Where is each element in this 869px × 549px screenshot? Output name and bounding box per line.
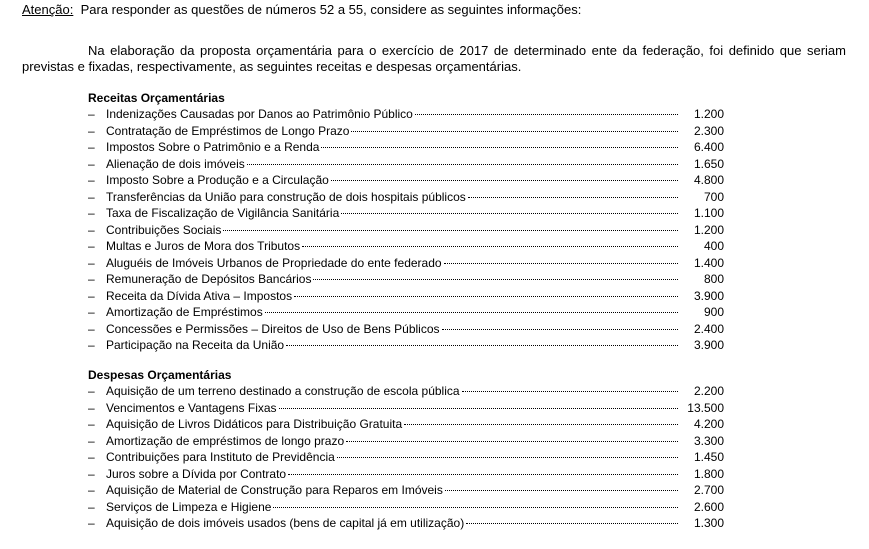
dash: –	[88, 483, 95, 497]
dash: –	[88, 189, 95, 204]
dot-leader	[346, 441, 678, 442]
item-label: Transferências da União para construção de dois hospitais públicos	[106, 189, 466, 204]
item-label: Taxa de Fiscalização de Vigilância Sanitária	[106, 206, 340, 220]
item-value: 3.900	[693, 338, 724, 352]
item-value: 1.300	[693, 516, 724, 530]
dot-leader	[442, 329, 679, 330]
dash: –	[88, 140, 95, 154]
item-label: Concessões e Permissões – Direitos de Uso de Bens Públicos	[106, 321, 440, 336]
item-label: Amortização de Empréstimos	[106, 305, 263, 319]
receita-row	[88, 288, 724, 305]
dash: –	[88, 433, 95, 448]
dot-leader	[404, 424, 678, 425]
item-label: Aluguéis de Imóveis Urbanos de Propriedade do ente federado	[106, 255, 442, 270]
receita-row	[88, 205, 724, 222]
item-label: Participação na Receita da União	[106, 338, 285, 352]
receita-row	[88, 139, 724, 156]
dash: –	[88, 288, 95, 303]
dash: –	[88, 516, 95, 530]
receita-row	[88, 123, 724, 140]
dash: –	[88, 400, 95, 415]
despesa-row	[88, 400, 724, 417]
attention-text: Para responder as questões de números 52 a 55, considere as seguintes informações:	[80, 2, 582, 17]
item-label: Remuneração de Depósitos Bancários	[106, 272, 312, 286]
item-value: 700	[703, 189, 724, 204]
receita-row	[88, 189, 724, 206]
item-value: 1.650	[693, 156, 724, 171]
despesa-row	[88, 433, 724, 450]
receita-row	[88, 337, 724, 354]
item-label: Aquisição de Material de Construção para Reparos em Imóveis	[106, 483, 443, 497]
item-value: 1.200	[693, 107, 724, 121]
dash: –	[88, 499, 95, 514]
item-label: Contratação de Empréstimos de Longo Prazo	[106, 123, 350, 138]
dash: –	[88, 222, 95, 237]
dash: –	[88, 239, 95, 253]
dot-leader	[286, 345, 678, 346]
receita-row	[88, 271, 724, 288]
item-label: Aquisição de um terreno destinado a construção de escola pública	[106, 384, 460, 398]
dot-leader	[313, 279, 678, 280]
receita-row	[88, 172, 724, 189]
dot-leader	[302, 246, 678, 247]
dash: –	[88, 321, 95, 336]
dash: –	[88, 272, 95, 286]
dot-leader	[223, 230, 678, 231]
dot-leader	[468, 197, 678, 198]
item-label: Alienação de dois imóveis	[106, 156, 245, 171]
receita-row	[88, 156, 724, 173]
receita-row	[88, 106, 724, 123]
despesa-row	[88, 466, 724, 483]
item-value: 2.700	[693, 483, 724, 497]
despesa-row	[88, 416, 724, 433]
item-label: Impostos Sobre o Patrimônio e a Renda	[106, 140, 320, 154]
item-label: Contribuições Sociais	[106, 222, 222, 237]
intro-paragraph: Na elaboração da proposta orçamentária para o exercício de 2017 de determinado ente da federação, foi definido que seriam previstas e fixadas, respectivamente, as seguintes receitas e despesas orçamentárias.	[22, 43, 846, 74]
item-value: 800	[703, 272, 724, 286]
item-value: 4.800	[693, 173, 724, 187]
dot-leader	[288, 474, 678, 475]
dot-leader	[351, 131, 678, 132]
receita-row	[88, 321, 724, 338]
dot-leader	[462, 391, 678, 392]
dot-leader	[337, 457, 678, 458]
item-value: 6.400	[693, 140, 724, 154]
item-value: 1.200	[693, 222, 724, 237]
despesa-row	[88, 515, 724, 532]
dot-leader	[247, 164, 678, 165]
despesas-title: Despesas Orçamentárias	[88, 368, 232, 382]
dot-leader	[265, 312, 678, 313]
item-label: Vencimentos e Vantagens Fixas	[106, 400, 277, 415]
dash: –	[88, 123, 95, 138]
receita-row	[88, 238, 724, 255]
dash: –	[88, 466, 95, 481]
dot-leader	[415, 114, 678, 115]
dot-leader	[321, 147, 678, 148]
item-value: 13.500	[687, 400, 724, 415]
item-value: 2.400	[693, 321, 724, 336]
receita-row	[88, 304, 724, 321]
dot-leader	[341, 213, 678, 214]
despesa-row	[88, 482, 724, 499]
item-label: Contribuições para Instituto de Previdência	[106, 450, 335, 464]
dot-leader	[273, 507, 678, 508]
item-label: Juros sobre a Dívida por Contrato	[106, 466, 287, 481]
dash: –	[88, 338, 95, 352]
dash: –	[88, 450, 95, 464]
dot-leader	[279, 408, 678, 409]
item-value: 3.300	[693, 433, 724, 448]
item-value: 3.900	[693, 288, 724, 303]
item-value: 2.300	[693, 123, 724, 138]
item-label: Aquisição de Livros Didáticos para Distribuição Gratuita	[106, 417, 403, 431]
dash: –	[88, 206, 95, 220]
receita-row	[88, 222, 724, 239]
receita-row	[88, 255, 724, 272]
item-value: 2.600	[693, 499, 724, 514]
dot-leader	[444, 263, 678, 264]
item-value: 4.200	[693, 417, 724, 431]
item-label: Serviços de Limpeza e Higiene	[106, 499, 272, 514]
dash: –	[88, 384, 95, 398]
item-value: 1.400	[693, 255, 724, 270]
attention-line	[22, 2, 581, 17]
receitas-title: Receitas Orçamentárias	[88, 91, 225, 105]
dash: –	[88, 173, 95, 187]
item-value: 1.450	[693, 450, 724, 464]
item-value: 1.800	[693, 466, 724, 481]
dot-leader	[445, 490, 678, 491]
item-label: Receita da Dívida Ativa – Impostos	[106, 288, 293, 303]
item-value: 400	[703, 239, 724, 253]
dot-leader	[331, 180, 678, 181]
despesa-row	[88, 383, 724, 400]
item-label: Aquisição de dois imóveis usados (bens de capital já em utilização)	[106, 516, 465, 530]
item-label: Amortização de empréstimos de longo prazo	[106, 433, 345, 448]
despesa-row	[88, 449, 724, 466]
dash: –	[88, 156, 95, 171]
item-label: Imposto Sobre a Produção e a Circulação	[106, 173, 329, 187]
dot-leader	[294, 296, 678, 297]
item-label: Multas e Juros de Mora dos Tributos	[106, 239, 301, 253]
despesas-list	[88, 383, 724, 532]
dash: –	[88, 417, 95, 431]
item-value: 2.200	[693, 384, 724, 398]
despesa-row	[88, 499, 724, 516]
item-label: Indenizações Causadas por Danos ao Patrimônio Público	[106, 107, 413, 121]
dash: –	[88, 255, 95, 270]
attention-label: Atenção:	[22, 2, 74, 17]
item-value: 900	[703, 305, 724, 319]
dash: –	[88, 305, 95, 319]
item-value: 1.100	[693, 206, 724, 220]
dash: –	[88, 107, 95, 121]
dot-leader	[466, 523, 678, 524]
receitas-list	[88, 106, 724, 354]
